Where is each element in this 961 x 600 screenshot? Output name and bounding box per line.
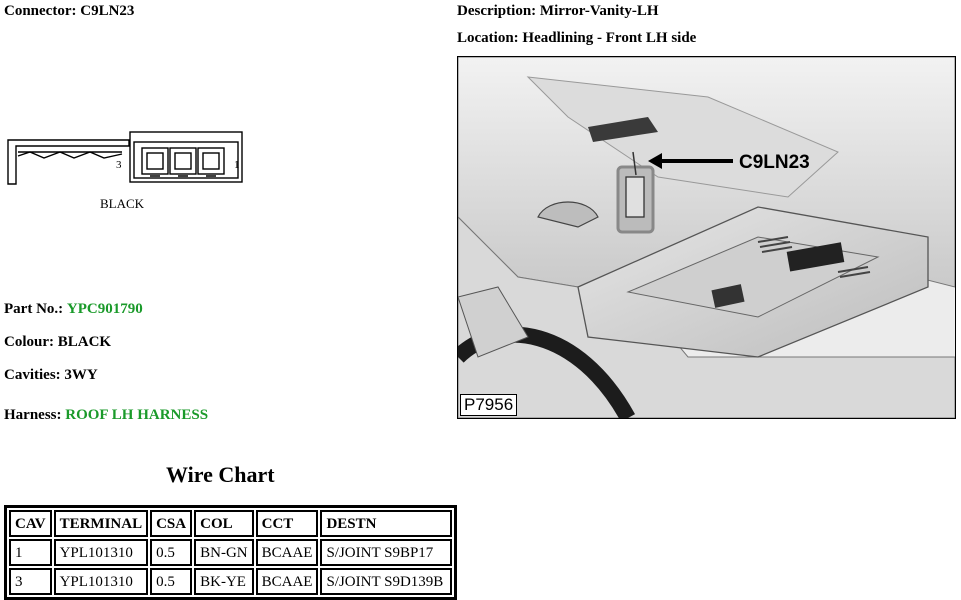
connector-value: C9LN23	[80, 3, 135, 19]
part-number-line	[4, 301, 143, 318]
location-value: Headlining - Front LH side	[522, 30, 697, 46]
cavities-line	[4, 367, 98, 384]
description-value: Mirror-Vanity-LH	[539, 3, 659, 19]
part-number-link[interactable]: YPC901790	[66, 301, 143, 317]
cell-csa: 0.5	[150, 539, 192, 566]
cell-cav: 1	[9, 539, 52, 566]
headlining-drawing	[458, 57, 955, 418]
pin-label-1: 1	[234, 159, 240, 171]
cell-cct: BCAAE	[256, 539, 319, 566]
connector-label: Connector:	[4, 3, 77, 19]
cell-terminal: YPL101310	[54, 539, 149, 566]
col-header-terminal: TERMINAL	[54, 510, 149, 537]
cell-csa: 0.5	[150, 568, 192, 595]
cell-destn: S/JOINT S9D139B	[320, 568, 452, 595]
wire-chart-title: Wire Chart	[166, 462, 275, 487]
wire-chart-table	[4, 505, 457, 600]
location-illustration	[457, 56, 956, 419]
cell-cct: BCAAE	[256, 568, 319, 595]
diagram-colour-text: BLACK	[100, 196, 145, 211]
figure-id-label: P7956	[460, 394, 517, 416]
table-row	[9, 539, 452, 566]
cell-col: BK-YE	[194, 568, 254, 595]
pin-label-3: 3	[116, 159, 122, 171]
cavities-label: Cavities:	[4, 367, 61, 383]
cell-terminal: YPL101310	[54, 568, 149, 595]
col-header-cct: CCT	[256, 510, 319, 537]
harness-link[interactable]: ROOF LH HARNESS	[65, 407, 209, 423]
table-header-row	[9, 510, 452, 537]
description-label: Description:	[457, 3, 537, 19]
description-line	[457, 3, 659, 20]
connector-callout-label: C9LN23	[739, 152, 810, 173]
cell-destn: S/JOINT S9BP17	[320, 539, 452, 566]
cell-col: BN-GN	[194, 539, 254, 566]
location-label: Location:	[457, 30, 519, 46]
col-header-col: COL	[194, 510, 254, 537]
connector-line	[4, 3, 134, 20]
colour-value: BLACK	[57, 334, 112, 350]
cell-cav: 3	[9, 568, 52, 595]
colour-line	[4, 334, 111, 351]
connector-diagram	[4, 128, 254, 218]
colour-label: Colour:	[4, 334, 54, 350]
col-header-cav: CAV	[9, 510, 52, 537]
part-number-label: Part No.:	[4, 301, 64, 317]
harness-label: Harness:	[4, 407, 62, 423]
col-header-destn: DESTN	[320, 510, 452, 537]
location-line	[457, 30, 696, 47]
harness-line	[4, 407, 208, 424]
cavities-value: 3WY	[64, 367, 98, 383]
table-row	[9, 568, 452, 595]
col-header-csa: CSA	[150, 510, 192, 537]
